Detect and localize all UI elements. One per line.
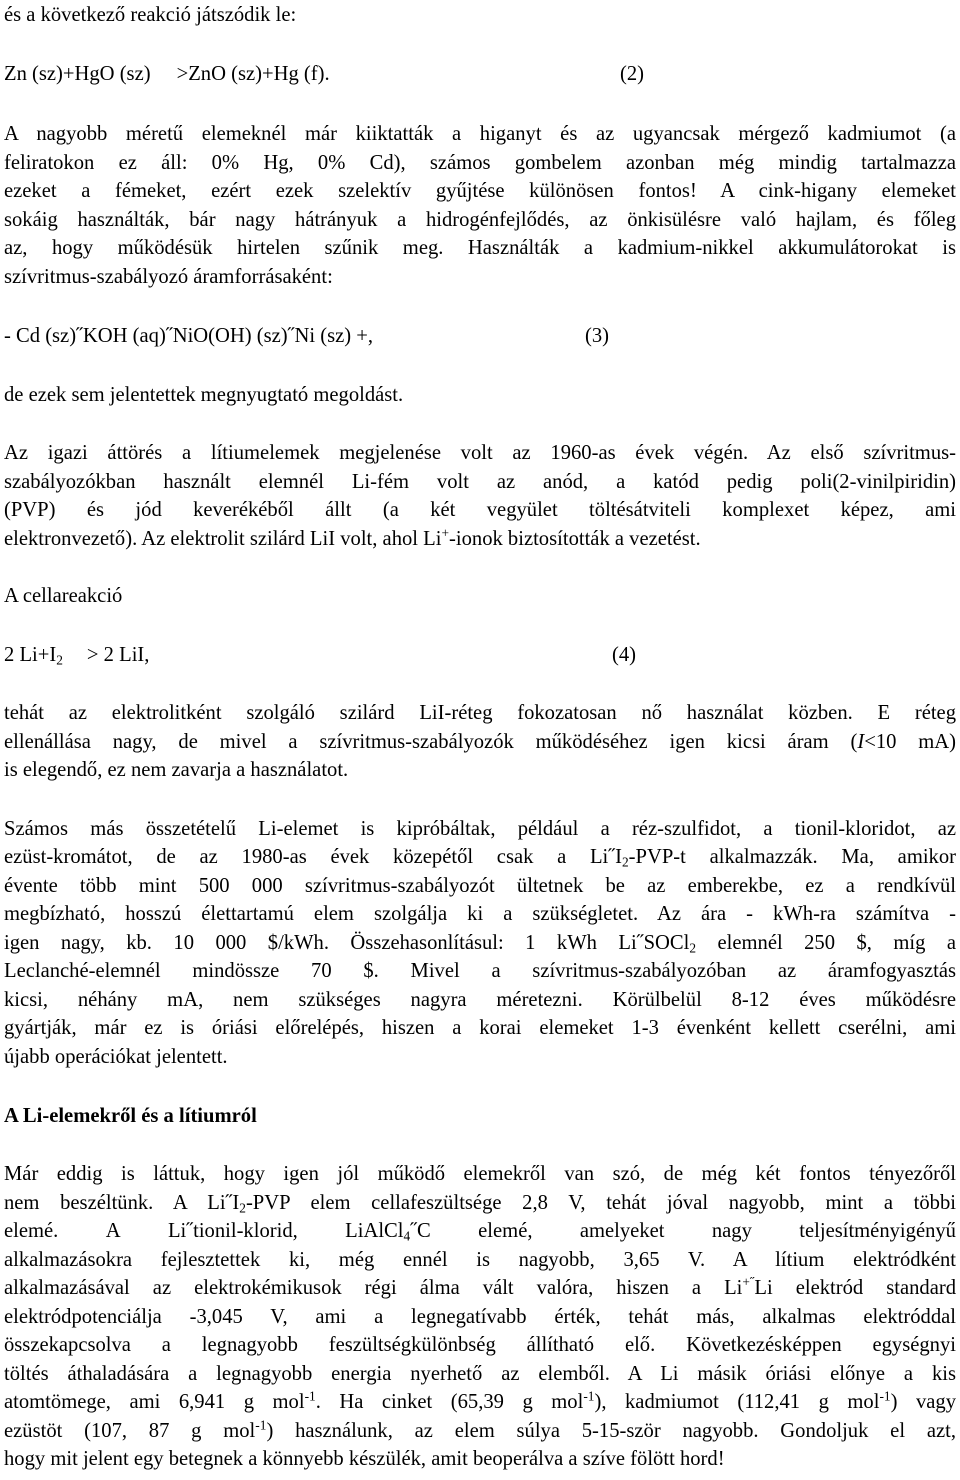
p3-line-1: Az igazi áttörés a lítiumelemek megjelenése volt az 1960-as évek végén. Az első szívritmus-: [4, 442, 956, 464]
p4-line-3: is elegendő, ez nem zavarja a használatot.: [4, 759, 349, 781]
paragraph-2: de ezek sem jelentettek megnyugtató megoldást.: [4, 384, 404, 406]
lialcl4-text: LiAlCl: [345, 1220, 404, 1242]
p6-line-3: [4, 1218, 956, 1244]
p4-line-2-b: <10 mA): [864, 731, 956, 753]
p6-line-6: elektródpotenciálja -3,045 V, ami a legnegatívabb érték, tehát más, alkalmas elektróddal: [4, 1306, 956, 1328]
p6-line-9: [4, 1389, 956, 1415]
p1-line-6: szívritmus-szabályozó áramforrásaként:: [4, 266, 333, 288]
p5-line-6: Leclanché-elemnél mindössze 70 $. Mivel a szívritmus-szabályozóban az áramfogyasztás: [4, 960, 956, 982]
p3-line-3: (PVP) és jód keverékéből állt (a két vegyület töltésátviteli komplexet képez, ami: [4, 499, 956, 521]
p3-line-4-a: elektronvezető). Az elektrolit szilárd LiI volt, ahol Li: [4, 528, 442, 550]
p5-line-5: [4, 930, 956, 956]
section-heading: A Li-elemekről és a lítiumról: [4, 1105, 257, 1127]
p6-line-11: hogy mit jelent egy betegnek a könnyebb készülék, amit beoperálva a szíve fölött hord!: [4, 1448, 725, 1470]
p6-line-2-b: -PVP elem cellafeszültsége 2,8 V, tehát jóval nagyobb, mint a többi: [245, 1192, 957, 1214]
p5-line-7: kicsi, néhány mA, nem szükséges nagyra méretezni. Körülbelül 8-12 éves működésre: [4, 989, 956, 1011]
p1-line-2: feliratokon ez áll: 0% Hg, 0% Cd), számos gombelem azonban még mindig tartalmazza: [4, 152, 956, 174]
eq3-text: - Cd (sz)˝KOH (aq)˝NiO(OH) (sz)˝Ni (sz) +,: [4, 325, 374, 347]
p5-line-5-b: elemnél 250 $, míg a: [696, 932, 957, 954]
p6-word-5: elemé,: [478, 1220, 533, 1242]
i2-subscript-2: 2: [239, 1200, 246, 1216]
p5-line-9: újabb operációkat jelentett.: [4, 1046, 228, 1068]
eq4-right: > 2 LiI,: [86, 644, 150, 666]
p3-line-2: szabályozókban használt elemnél Li-fém volt az anód, a katód pedig poli(2-vinilpiridin): [4, 471, 956, 493]
p1-line-4: sokáig használták, bár nagy hátrányuk a hidrogénfejlődés, az önkisülésre való hajlam, és főleg: [4, 209, 956, 231]
eq2-right: >ZnO (sz)+Hg (f).: [176, 63, 330, 85]
p5-line-8: gyártják, már ez is óriási előrelépés, hiszen a korai elemeket 1-3 évenként kellett cserélni, ami: [4, 1017, 956, 1039]
mol-superscript-2: -1: [583, 1388, 595, 1404]
p6-line-5-a: alkalmazásával az elektrokémikusok régi álma vált valóra, hiszen a Li: [4, 1277, 743, 1299]
eq2-number: (2): [620, 63, 645, 85]
eq4-subscript: 2: [56, 652, 63, 668]
p6-line-1: Már eddig is láttuk, hogy igen jól működő elemekről van szó, de még két fontos tényezőről: [4, 1163, 956, 1185]
p6-line-5: [4, 1275, 956, 1301]
p5-line-4: megbízható, hosszú élettartamú elem szolgálja ki a szükségletet. Az ára - kWh-ra számítva -: [4, 903, 956, 925]
p4-line-2: [4, 729, 956, 755]
p5-line-3: évente több mint 500 000 szívritmus-szabályozót ültetnek be az emberekbe, ez a rendkívül: [4, 875, 956, 897]
p6-line-8: töltés áthaladására a legnagyobb energia nyerhető az elemből. A Li másik óriási előnye a kis: [4, 1363, 956, 1385]
current-symbol: I: [857, 731, 865, 753]
p6-line-9-d: ) vagy: [890, 1391, 957, 1413]
p6-line-4: alkalmazásokra fejlesztettek ki, még ennél is nagyobb, 3,65 V. A lítium elektródként: [4, 1249, 956, 1271]
p6-line-10-b: ) használunk, az elem súlya 5-15-ször nagyobb. Gondoljuk el azt,: [266, 1420, 956, 1442]
p6-line-10-a: ezüstöt (107, 87 g mol: [4, 1420, 256, 1442]
socl2-subscript: 2: [689, 940, 697, 956]
p6-word-3: Li˝tionil-klorid,: [167, 1220, 298, 1242]
p6-line-2: [4, 1190, 956, 1216]
p6-line-9-c: ), kadmiumot (112,41 g mol: [594, 1391, 880, 1413]
mol-superscript-4: -1: [255, 1417, 267, 1433]
p5-line-2-b: -PVP-t alkalmazzák. Ma, amikor: [628, 846, 957, 868]
eq3-number: (3): [585, 325, 610, 347]
p6-line-2-a: nem beszéltünk. A Li˝I: [4, 1192, 240, 1214]
p6-word-8: teljesítményigényű: [799, 1220, 956, 1242]
equation-3: [4, 323, 956, 349]
p6-word-4: [345, 1218, 431, 1244]
li-plus-superscript: +: [441, 525, 450, 541]
p6-word-1: elemé.: [4, 1220, 59, 1242]
eq4-left: 2 Li+I: [4, 644, 57, 666]
mol-superscript-3: -1: [879, 1388, 891, 1404]
p5-line-1: Számos más összetételű Li-elemet is kipróbáltak, például a réz-szulfidot, a tionil-kloridot, az: [4, 818, 956, 840]
li-plus-superscript-2: +˝: [742, 1274, 755, 1290]
p5-line-5-a: igen nagy, kb. 10 000 $/kWh. Összehasonlításul: 1 kWh Li˝SOCl: [4, 932, 690, 954]
cell-reaction-label: A cellareakció: [4, 585, 123, 607]
p6-line-5-b: Li elektród standard: [754, 1277, 956, 1299]
p6-word-7: nagy: [711, 1220, 752, 1242]
p6-word-6: amelyeket: [579, 1220, 665, 1242]
p1-line-1: A nagyobb méretű elemeknél már kiiktatták a higanyt és az ugyancsak mérgező kadmiumot (a: [4, 123, 956, 145]
p6-line-7: összekapcsolva a legnagyobb feszültségkülönbség állítható elő. Következésképpen egységnyi: [4, 1334, 956, 1356]
equation-2: [4, 61, 956, 87]
p4-line-1: tehát az elektrolitként szolgáló szilárd LiI-réteg fokozatosan nő használat közben. E réteg: [4, 702, 956, 724]
p6-line-9-b: . Ha cinket (65,39 g mol: [315, 1391, 584, 1413]
intro-text: és a következő reakció játszódik le:: [4, 4, 297, 26]
mol-superscript-1: -1: [304, 1388, 316, 1404]
p6-line-9-a: atomtömege, ami 6,941 g mol: [4, 1391, 305, 1413]
eq2-left: Zn (sz)+HgO (sz): [4, 63, 151, 85]
i2-subscript: 2: [621, 854, 629, 870]
p5-line-2: [4, 844, 956, 870]
p6-line-10: [4, 1418, 956, 1444]
p1-line-3: ezeket a fémeket, ezért ezek szelektív gyűjtése különösen fontos! A cink-higany elemeket: [4, 180, 956, 202]
p6-word-2: A: [105, 1220, 121, 1242]
equation-4: [4, 642, 956, 668]
p3-line-4: [4, 526, 956, 552]
lialcl4-subscript: 4: [403, 1228, 411, 1244]
p3-line-4-b: -ionok biztosították a vezetést.: [449, 528, 701, 550]
p1-line-5: az, hogy működésük hirtelen szűnik meg. Használták a kadmium-nikkel akkumulátorokat is: [4, 237, 956, 259]
p5-line-2-a: ezüst-kromátot, de az 1980-as évek közepétől csak a Li˝I: [4, 846, 622, 868]
eq4-number: (4): [612, 644, 637, 666]
lialcl4-suffix: ˝C: [410, 1220, 431, 1242]
p4-line-2-a: ellenállása nagy, de mivel a szívritmus-szabályozók működéséhez igen kicsi áram (: [4, 731, 858, 753]
